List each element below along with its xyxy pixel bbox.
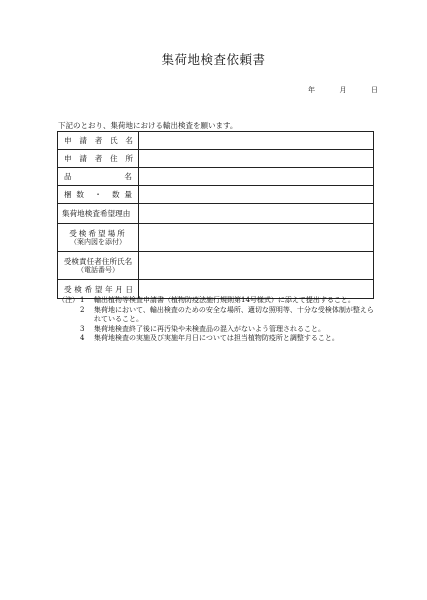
notes-section bbox=[58, 296, 378, 344]
date-month-label: 月 bbox=[339, 86, 347, 94]
note-item bbox=[58, 325, 378, 335]
field-value-inspection-place[interactable] bbox=[139, 224, 374, 252]
form-row-applicant-name bbox=[58, 132, 374, 150]
request-form-table bbox=[57, 131, 374, 299]
field-label-package-part1: 梱 数 bbox=[64, 190, 84, 199]
field-label-product-name bbox=[58, 171, 138, 182]
note-number: 3 bbox=[80, 324, 85, 333]
field-label-inspection-reason: 集荷地検査希望理由 bbox=[62, 209, 131, 218]
date-year-label: 年 bbox=[308, 86, 315, 94]
note-item bbox=[58, 296, 378, 306]
note-text: 輸出植物等検査申請書（植物防疫法施行規則第14号様式）に添えて提出すること。 bbox=[94, 296, 355, 304]
intro-text: 下記のとおり、集荷地における輸出検査を願います。 bbox=[58, 121, 238, 130]
note-text: 集荷地検査の実施及び実施年月日については担当植物防疫所と調整すること。 bbox=[94, 334, 339, 343]
field-label-responsible-person-main: 受検責任者住所氏名 bbox=[63, 256, 133, 266]
document-title: 集荷地検査依頼書 bbox=[161, 52, 266, 67]
field-label-inspection-date: 受 検 希 望 年 月 日 bbox=[64, 284, 133, 294]
form-row-inspection-reason bbox=[58, 204, 374, 224]
field-label-package-part2: 数 量 bbox=[112, 190, 132, 199]
date-line bbox=[308, 85, 378, 95]
field-value-package-quantity[interactable] bbox=[139, 186, 374, 204]
notes-prefix: （注） bbox=[58, 296, 79, 304]
field-label-responsible-person-sub: （電話番号） bbox=[77, 265, 119, 274]
note-number: 1 bbox=[80, 296, 85, 304]
note-number: 2 bbox=[80, 305, 85, 314]
field-value-responsible-person[interactable] bbox=[139, 252, 374, 280]
form-row-responsible-person bbox=[58, 252, 374, 280]
field-label-product-part2: 名 bbox=[124, 172, 132, 181]
form-row-package-quantity bbox=[58, 186, 374, 204]
field-label-product-part1: 品 bbox=[64, 172, 72, 181]
field-label-responsible-person bbox=[58, 257, 138, 275]
field-label-inspection-place-main: 受検希望場所 bbox=[69, 228, 127, 238]
field-label-inspection-place-sub: （案内図を添付） bbox=[70, 237, 126, 246]
field-label-inspection-place bbox=[58, 229, 138, 247]
field-value-applicant-name[interactable] bbox=[139, 132, 374, 150]
note-number: 4 bbox=[80, 334, 85, 343]
field-label-package-mid: ・ bbox=[94, 190, 102, 199]
form-row-inspection-place bbox=[58, 224, 374, 252]
form-row-applicant-address bbox=[58, 150, 374, 168]
field-label-package-quantity bbox=[58, 189, 138, 200]
note-text: 集荷地において、輸出検査のための安全な場所、適切な照明等、十分な受検体制が整えられていること。 bbox=[94, 305, 374, 324]
note-text: 集荷地検査終了後に再汚染や未検査品の混入がないよう管理されること。 bbox=[94, 324, 325, 333]
form-row-product-name bbox=[58, 168, 374, 186]
note-item bbox=[58, 334, 378, 344]
field-label-applicant-address: 申 請 者 住 所 bbox=[64, 154, 133, 163]
note-item bbox=[58, 306, 378, 325]
field-value-product-name[interactable] bbox=[139, 168, 374, 186]
field-value-inspection-reason[interactable] bbox=[139, 204, 374, 224]
field-label-applicant-name: 申 請 者 氏 名 bbox=[64, 136, 133, 145]
date-day-label: 日 bbox=[371, 86, 378, 94]
field-value-applicant-address[interactable] bbox=[139, 150, 374, 168]
